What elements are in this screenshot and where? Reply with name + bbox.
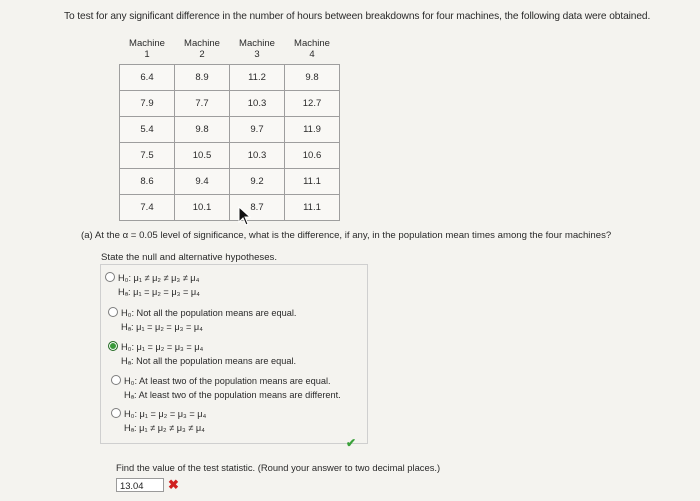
incorrect-x-icon: ✖ (168, 477, 179, 492)
option-3[interactable] (108, 340, 296, 368)
find-test-statistic-prompt: Find the value of the test statistic. (Round your answer to two decimal places.) (116, 462, 441, 473)
option-h0: H₀: μ₁ = μ₂ = μ₃ = μ₄ (121, 342, 204, 352)
table-cell: 7.4 (120, 195, 175, 221)
intro-text: To test for any significant difference in the number of hours between breakdowns for four machines, the following data were obtained. (64, 11, 651, 22)
option-h0: H₀: μ₁ = μ₂ = μ₃ = μ₄ (124, 409, 207, 419)
table-row (120, 65, 340, 91)
table-cell: 8.6 (120, 169, 175, 195)
radio-button[interactable] (105, 272, 115, 282)
header-label: Machine (239, 38, 275, 49)
option-h0: H₀: At least two of the population means are equal. (124, 376, 331, 386)
table-header (175, 36, 230, 65)
table-cell: 9.8 (285, 65, 340, 91)
table-row (120, 143, 340, 169)
table-cell: 7.5 (120, 143, 175, 169)
table-cell: 7.7 (175, 91, 230, 117)
table-row (120, 91, 340, 117)
table-cell: 5.4 (120, 117, 175, 143)
option-5[interactable] (111, 407, 206, 435)
option-ha: Hₐ: μ₁ ≠ μ₂ ≠ μ₃ ≠ μ₄ (124, 423, 205, 433)
hypotheses-options (100, 264, 368, 444)
table-cell: 9.7 (230, 117, 285, 143)
radio-button[interactable] (111, 408, 121, 418)
table-header (285, 36, 340, 65)
table-cell: 11.9 (285, 117, 340, 143)
header-number: 4 (309, 49, 315, 60)
table-cell: 10.6 (285, 143, 340, 169)
table-cell: 12.7 (285, 91, 340, 117)
option-ha: Hₐ: μ₁ = μ₂ = μ₃ = μ₄ (121, 322, 203, 332)
table-cell: 6.4 (120, 65, 175, 91)
table-cell: 10.1 (175, 195, 230, 221)
table-cell: 7.9 (120, 91, 175, 117)
table-cell: 10.3 (230, 143, 285, 169)
radio-button-selected[interactable] (108, 341, 118, 351)
table-row (120, 195, 340, 221)
option-1[interactable] (105, 271, 200, 299)
table-header-row (120, 36, 340, 65)
table-cell: 11.1 (285, 169, 340, 195)
table-cell: 9.2 (230, 169, 285, 195)
option-ha: Hₐ: Not all the population means are equal. (121, 356, 297, 366)
option-h0: H₀: μ₁ ≠ μ₂ ≠ μ₃ ≠ μ₄ (118, 273, 200, 283)
option-2[interactable] (108, 306, 296, 334)
state-hypotheses-prompt: State the null and alternative hypotheses. (101, 252, 278, 263)
question-a: (a) At the α = 0.05 level of significance, what is the difference, if any, in the population mean times among the four machines? (81, 230, 612, 241)
header-label: Machine (294, 38, 330, 49)
table-cell: 11.1 (285, 195, 340, 221)
header-label: Machine (129, 38, 165, 49)
header-number: 2 (199, 49, 205, 60)
option-h0: H₀: Not all the population means are equal. (121, 308, 297, 318)
table-cell: 8.7 (230, 195, 285, 221)
table-cell: 9.4 (175, 169, 230, 195)
data-table (119, 36, 340, 221)
table-header (230, 36, 285, 65)
table-cell: 11.2 (230, 65, 285, 91)
table-header (120, 36, 175, 65)
table-cell: 9.8 (175, 117, 230, 143)
radio-button[interactable] (108, 307, 118, 317)
header-label: Machine (184, 38, 220, 49)
table-cell: 10.5 (175, 143, 230, 169)
table-cell: 10.3 (230, 91, 285, 117)
test-statistic-input[interactable] (116, 478, 164, 492)
header-number: 1 (144, 49, 150, 60)
option-ha: Hₐ: At least two of the population means are different. (124, 390, 341, 400)
mouse-pointer-icon (238, 206, 252, 226)
header-number: 3 (254, 49, 260, 60)
radio-button[interactable] (111, 375, 121, 385)
correct-check-icon: ✔ (346, 436, 357, 450)
table-cell: 8.9 (175, 65, 230, 91)
table-row (120, 169, 340, 195)
option-4[interactable] (111, 374, 341, 402)
option-ha: Hₐ: μ₁ = μ₂ = μ₃ = μ₄ (118, 287, 200, 297)
table-row (120, 117, 340, 143)
